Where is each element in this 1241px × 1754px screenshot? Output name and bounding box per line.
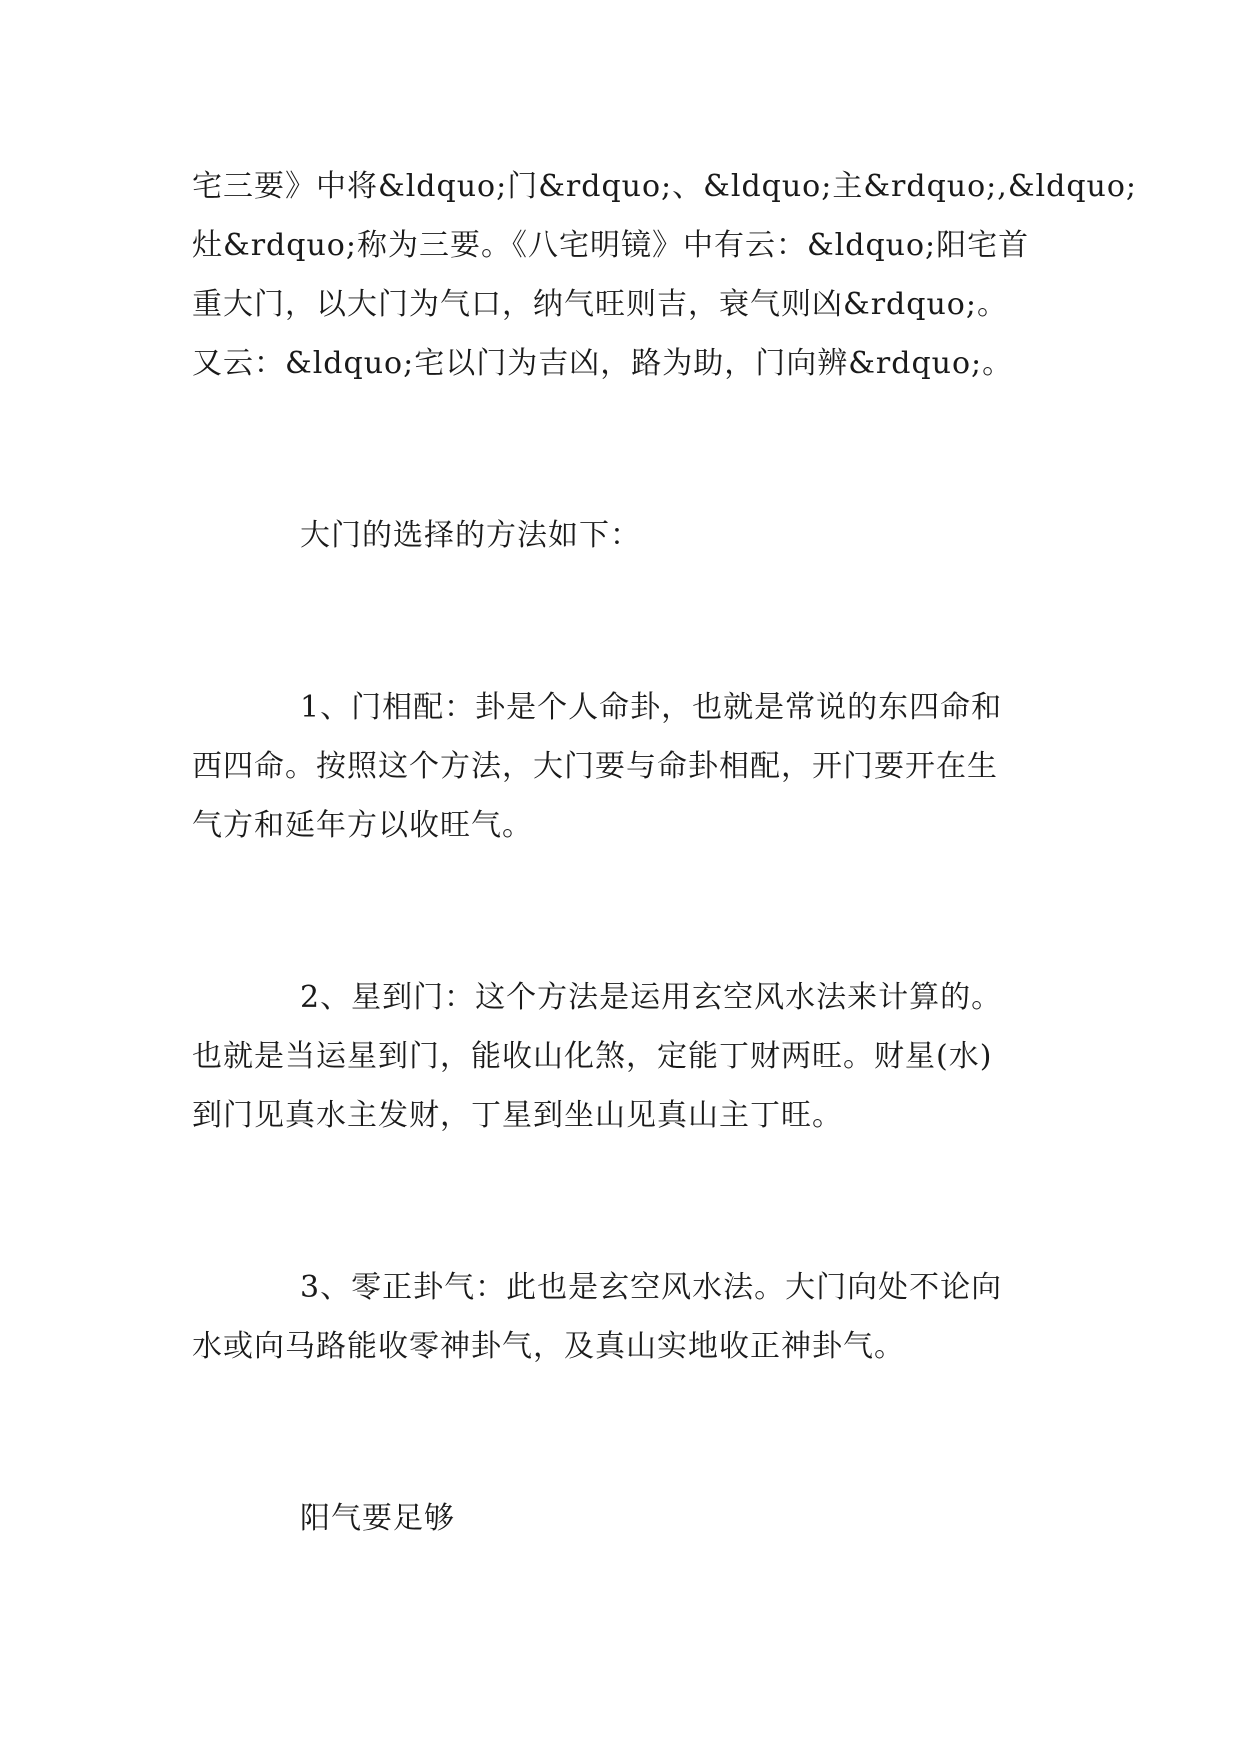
paragraph1-line2: 灶&rdquo;称为三要。《八宅明镜》中有云：&ldquo;阳宅首 xyxy=(192,228,1030,263)
method1-line2: 西四命。按照这个方法，大门要与命卦相配，开门要开在生 xyxy=(192,749,998,784)
method2-line2: 也就是当运星到门，能收山化煞，定能丁财两旺。财星(水) xyxy=(192,1039,993,1074)
method3-line2: 水或向马路能收零神卦气，及真山实地收正神卦气。 xyxy=(192,1329,905,1364)
method1-line1: 1、门相配：卦是个人命卦，也就是常说的东四命和 xyxy=(300,690,1003,725)
method1-line3: 气方和延年方以收旺气。 xyxy=(192,808,533,843)
method3-line1: 3、零正卦气：此也是玄空风水法。大门向处不论向 xyxy=(300,1270,1003,1305)
paragraph1-line4: 又云：&ldquo;宅以门为吉凶，路为助，门向辨&rdquo;。 xyxy=(192,346,1014,381)
paragraph1-line1: 宅三要》中将&ldquo;门&rdquo;、&ldquo;主&rdquo;,&ldquo; xyxy=(192,169,1138,204)
method2-line3: 到门见真水主发财，丁星到坐山见真山主丁旺。 xyxy=(192,1098,843,1133)
paragraph1-line3: 重大门，以大门为气口，纳气旺则吉，衰气则凶&rdquo;。 xyxy=(192,287,1008,322)
methods-heading: 大门的选择的方法如下： xyxy=(300,518,641,553)
yang-qi-heading: 阳气要足够 xyxy=(300,1501,455,1536)
method2-line1: 2、星到门：这个方法是运用玄空风水法来计算的。 xyxy=(300,980,1003,1015)
